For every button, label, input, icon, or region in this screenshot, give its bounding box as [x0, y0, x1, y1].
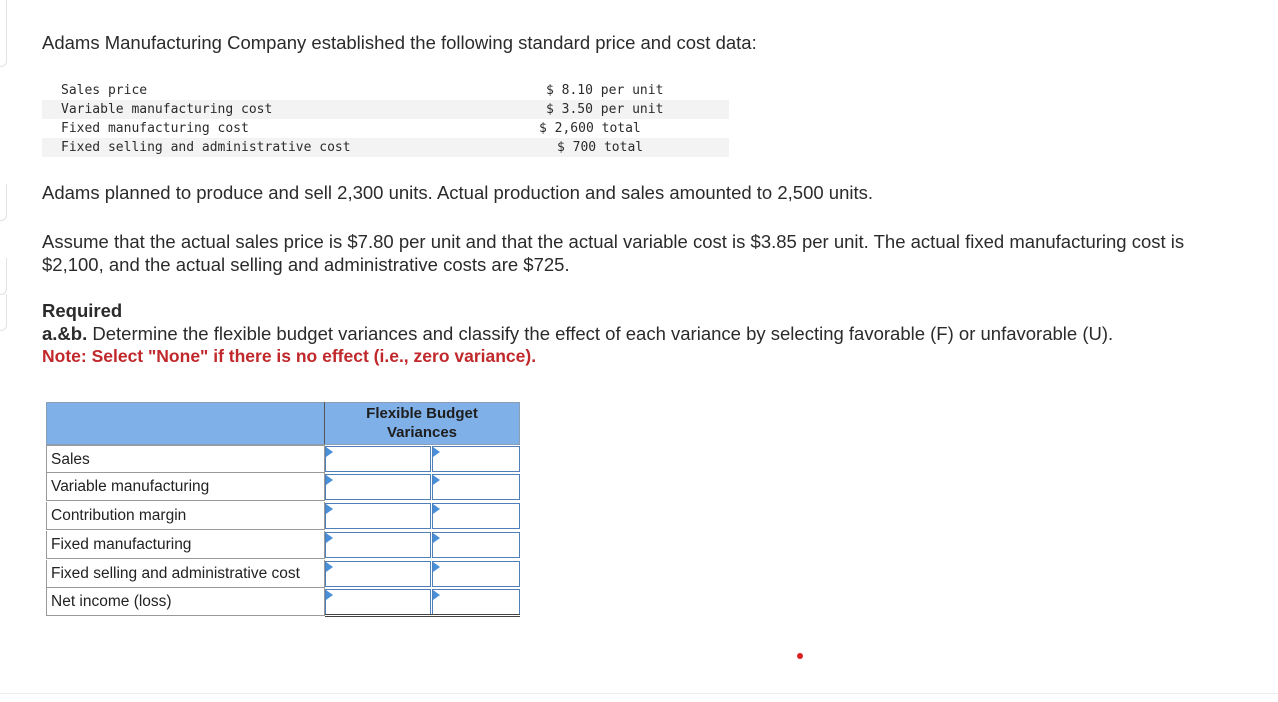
bottom-divider [0, 693, 1278, 694]
standard-data-row [42, 81, 729, 100]
fixed-manufacturing-variance-input[interactable] [325, 532, 431, 558]
column-header-flexible-budget-variances [325, 404, 519, 442]
table-row-sales [46, 445, 520, 474]
standard-data-value [539, 119, 729, 138]
standard-data-table [42, 81, 729, 157]
row-label: Net income (loss) [46, 588, 325, 616]
standard-data-value [539, 138, 729, 157]
fixed-selling-admin-effect-select[interactable] [432, 561, 520, 587]
net-income-effect-select[interactable] [432, 589, 520, 615]
row-label: Fixed selling and administrative cost [46, 560, 325, 588]
row-label: Fixed manufacturing [46, 531, 325, 559]
standard-data-label: Fixed manufacturing cost [61, 121, 249, 136]
contribution-margin-variance-input[interactable] [325, 503, 431, 529]
row-label: Contribution margin [46, 502, 325, 530]
production-paragraph: Adams planned to produce and sell 2,300 units. Actual production and sales amounted to 2,500 units. [42, 182, 874, 203]
standard-data-label: Variable manufacturing cost [42, 100, 539, 119]
variable-manufacturing-variance-input[interactable] [325, 474, 431, 500]
fixed-manufacturing-effect-select[interactable] [432, 532, 520, 558]
row-label: Sales [46, 445, 325, 473]
sales-variance-input[interactable] [325, 446, 431, 472]
standard-data-value-text: $ 2,600 total [539, 121, 641, 136]
standard-data-value-text: $ 3.50 per unit [546, 102, 664, 117]
standard-data-value [539, 81, 729, 100]
standard-data-value-text: $ 700 total [557, 140, 644, 155]
table-row-fixed-selling-admin [46, 560, 520, 589]
standard-data-row [42, 138, 729, 157]
standard-data-value [539, 100, 729, 119]
intro-text: Adams Manufacturing Company established the following standard price and cost data: [42, 32, 757, 53]
row-label: Variable manufacturing [46, 473, 325, 501]
left-edge-decoration [0, 258, 7, 295]
left-edge-decoration [0, 0, 7, 67]
standard-data-label: Fixed selling and administrative cost [42, 138, 539, 157]
required-part-label: a.&b. [42, 323, 88, 344]
variable-manufacturing-effect-select[interactable] [432, 474, 520, 500]
net-income-variance-input[interactable] [325, 589, 431, 615]
table-row-contribution-margin [46, 502, 520, 531]
required-instruction [42, 323, 1113, 345]
sales-effect-select[interactable] [432, 446, 520, 472]
table-row-fixed-manufacturing [46, 531, 520, 560]
header-line: Variances [386, 424, 458, 441]
contribution-margin-effect-select[interactable] [432, 503, 520, 529]
table-row-variable-manufacturing [46, 473, 520, 502]
flexible-budget-variance-table [46, 402, 520, 616]
red-dot-marker [797, 653, 803, 659]
note-text: Note: Select "None" if there is no effect (i.e., zero variance). [42, 346, 537, 366]
left-edge-decoration [0, 294, 7, 331]
standard-data-label: Sales price [61, 83, 148, 98]
fixed-selling-admin-variance-input[interactable] [325, 561, 431, 587]
required-heading: Required [42, 300, 123, 321]
double-underline [325, 614, 520, 617]
table-row-net-income [46, 588, 520, 617]
standard-data-row [42, 119, 729, 138]
header-line: Flexible Budget [366, 405, 478, 422]
left-edge-decoration [0, 184, 7, 221]
actual-costs-paragraph: Assume that the actual sales price is $7.80 per unit and that the actual variable cost is $3.85 per unit. The actual fixed manufacturing cost is $2,100, and the actual selling and administrative costs are $725. [42, 231, 1185, 275]
standard-data-value-text: $ 8.10 per unit [546, 83, 664, 98]
required-instruction-text: Determine the flexible budget variances and classify the effect of each variance by selecting favorable (F) or unfavorable (U). [87, 323, 1114, 344]
standard-data-row [42, 100, 729, 119]
